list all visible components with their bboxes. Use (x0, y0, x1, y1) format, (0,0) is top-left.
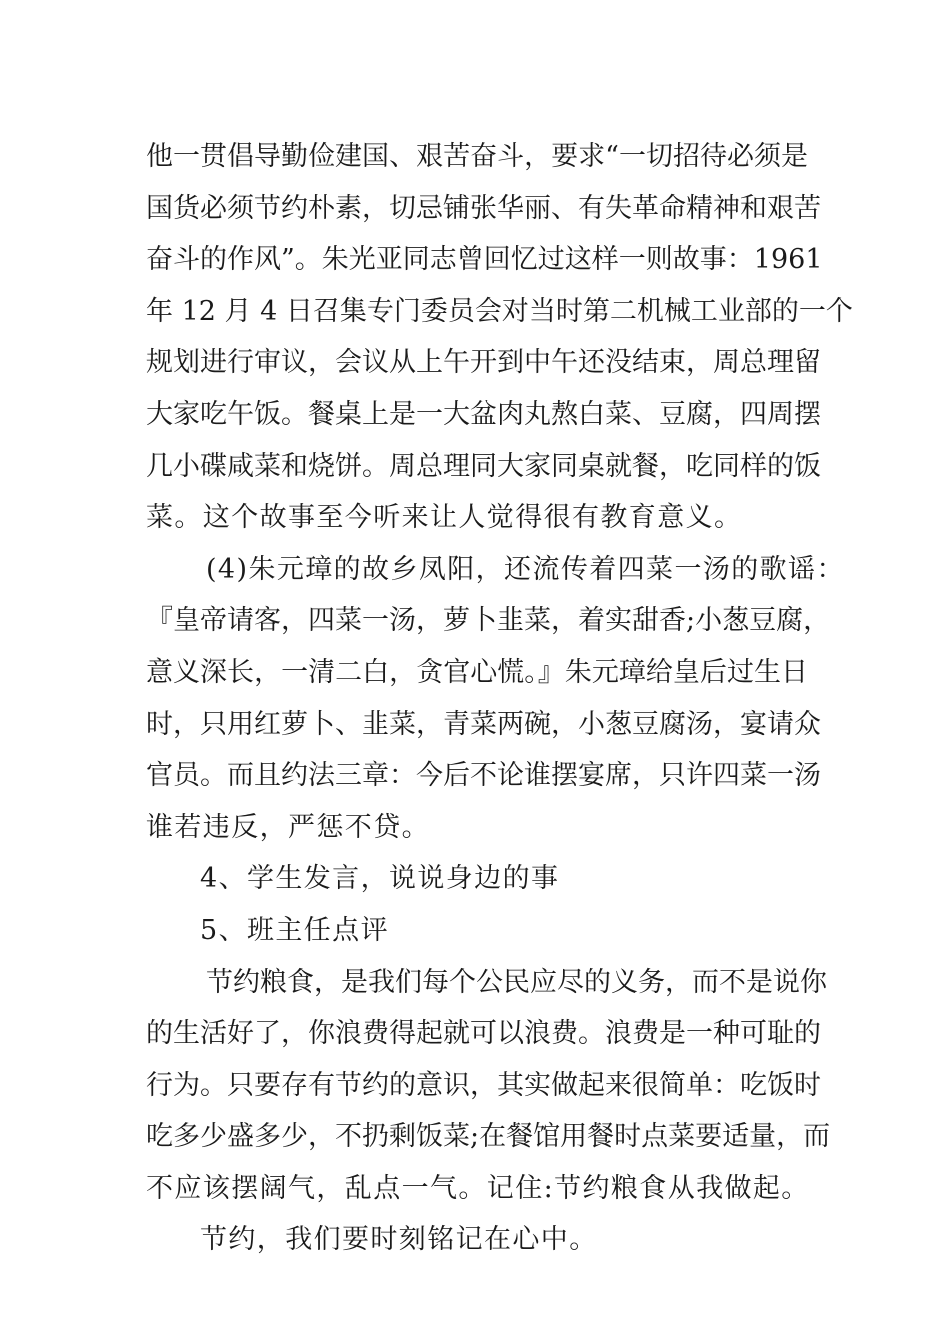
text-line: 『皇帝请客，四菜一汤，萝卜韭菜，着实甜香;小葱豆腐， (146, 605, 831, 637)
text-line: 几小碟咸菜和烧饼。周总理同大家同桌就餐，吃同样的饭 (146, 450, 821, 482)
paragraph-teacher-comment (146, 957, 831, 1215)
text-line: 菜。这个故事至今听来让人觉得很有教育意义。 (146, 502, 743, 534)
text-line: 规划进行审议，会议从上午开到中午还没结束，周总理留 (146, 347, 821, 379)
text-line: 奋斗的作风”。朱光亚同志曾回忆过这样一则故事：1961 (146, 244, 823, 276)
text-line: 大家吃午饭。餐桌上是一大盆肉丸熬白菜、豆腐，四周摆 (146, 398, 821, 430)
paragraph-zhou-enlai-story (146, 131, 853, 544)
text-line: 行为。只要存有节约的意识，其实做起来很简单：吃饭时 (146, 1069, 821, 1101)
text-line: 节约粮食，是我们每个公民应尽的义务，而不是说你 (206, 966, 827, 998)
document-body (146, 131, 853, 1266)
text-line: 不应该摆阔气，乱点一气。记住:节约粮食从我做起。 (146, 1172, 810, 1204)
text-line: 国货必须节约朴素，切忌铺张华丽、有失革命精神和艰苦 (146, 192, 821, 224)
step-heading-teacher-comment: 5、班主任点评 (200, 914, 389, 946)
paragraph-zhu-yuanzhang-ballad (146, 544, 845, 854)
text-line: 官员。而且约法三章：今后不论谁摆宴席，只许四菜一汤 (146, 760, 821, 792)
closing-sentence: 节约，我们要时刻铭记在心中。 (200, 1224, 598, 1256)
text-line: 谁若违反，严惩不贷。 (146, 811, 430, 843)
text-line: 意义深长，一清二白，贪官心慌。』朱元璋给皇后过生日 (146, 656, 808, 688)
text-line: (4)朱元璋的故乡凤阳，还流传着四菜一汤的歌谣： (206, 553, 845, 585)
text-line: 的生活好了，你浪费得起就可以浪费。浪费是一种可耻的 (146, 1018, 821, 1050)
text-line: 吃多少盛多少，不扔剩饭菜;在餐馆用餐时点菜要适量，而 (146, 1121, 831, 1153)
text-line: 时，只用红萝卜、韭菜，青菜两碗，小葱豆腐汤，宴请众 (146, 708, 821, 740)
step-heading-student-speech: 4、学生发言，说说身边的事 (200, 863, 560, 895)
text-line: 他一贯倡导勤俭建国、艰苦奋斗，要求“一切招待必须是 (146, 141, 808, 172)
text-line: 年 12 月 4 日召集专门委员会对当时第二机械工业部的一个 (146, 295, 853, 327)
